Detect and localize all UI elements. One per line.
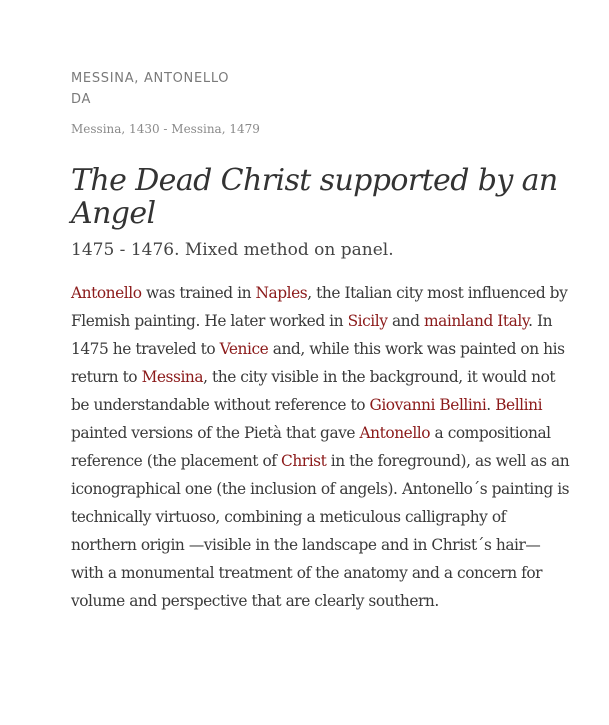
link-venice[interactable]: Venice [219,340,269,358]
description-text: in the foreground), as well as an iconographical one (the inclusion of angels). Antonello´s painting is technically virtuoso, combining a meticulous calligraphy of northern origin —visible in the landscape and in Christ´s hair— with a monumental treatment of the anatomy and a concern for volume and perspective that are clearly southern. [71,452,570,610]
artist-name-line1: MESSINA, ANTONELLO [71,71,230,86]
artist-name-line2: DA [71,92,92,107]
description-text: and [387,312,424,330]
artwork-detail [71,68,571,615]
artwork-title: The Dead Christ supported by an Angel [71,163,558,231]
link-bellini[interactable]: Bellini [495,396,543,414]
link-giovanni-bellini[interactable]: Giovanni Bellini [369,396,487,414]
description-text: , the Italian city most influenced by Flemish painting. He later worked in [71,284,568,330]
artist-dates: Messina, 1430 - Messina, 1479 [71,122,260,136]
description-text: was trained in [141,284,256,302]
link-antonello[interactable]: Antonello [71,284,142,302]
description-text: a compositional reference (the placement of [71,424,551,470]
link-mainland-italy[interactable]: mainland Italy [423,312,529,330]
artwork-technique: 1475 - 1476. Mixed method on panel. [71,240,394,260]
artwork-description [71,279,571,615]
link-antonello-2[interactable]: Antonello [359,424,431,442]
link-sicily[interactable]: Sicily [347,312,388,330]
description-text: painted versions of the Pietà that gave [71,424,360,442]
link-messina[interactable]: Messina [141,368,204,386]
description-text: and, while this work was painted on his return to [71,340,565,386]
description-text: . [486,396,496,414]
artist-name[interactable] [71,68,271,110]
link-naples[interactable]: Naples [255,284,308,302]
description-text: , the city visible in the background, it would not be understandable without reference to [71,368,556,414]
link-christ[interactable]: Christ [281,452,327,470]
description-text: . In 1475 he traveled to [71,312,553,358]
